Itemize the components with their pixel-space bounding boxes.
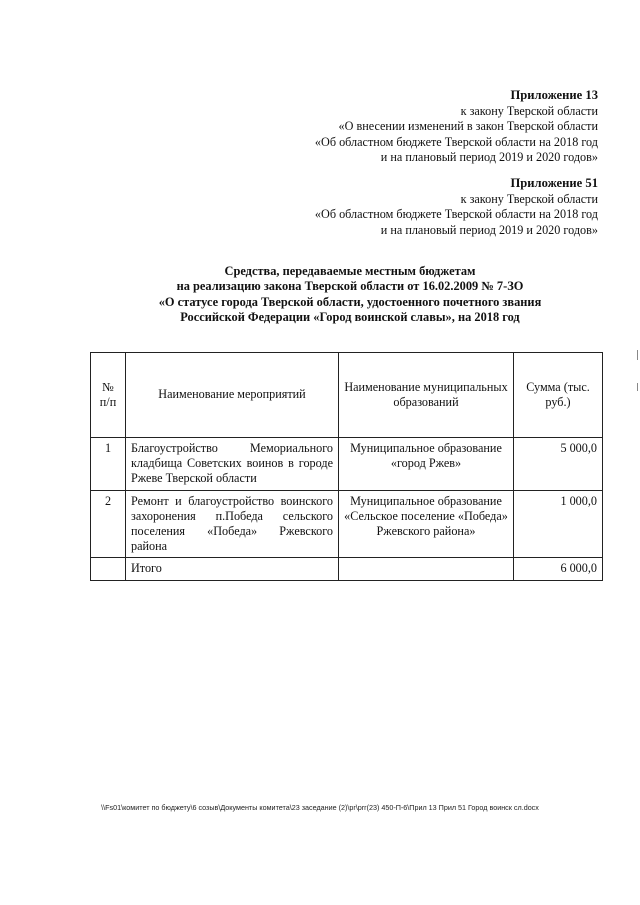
heading-line: Российской Федерации «Город воинской славы», на 2018 год [180,310,520,325]
appendix-51-line: и на плановый период 2019 и 2020 годов» [380,222,598,237]
appendix-13-line: к закону Тверской области [460,103,598,118]
table-row [91,490,603,558]
appendix-13-line: и на плановый период 2019 и 2020 годов» [380,150,598,165]
row-municipality: Муниципальное образование «город Ржев» [339,438,514,491]
header-num: № п/п [91,353,126,438]
table-header-row [91,353,603,438]
funds-table [90,352,603,581]
row-num: 2 [91,490,126,558]
appendix-51-line: «Об областном бюджете Тверской области на 2018 год [314,207,598,222]
total-num-cell [91,558,126,581]
appendix-13-line: «Об областном бюджете Тверской области на 2018 год [314,134,598,149]
appendix-51-header [315,176,598,238]
heading-line: на реализацию закона Тверской области от 16.02.2009 № 7-ЗО [176,279,524,294]
appendix-51-line: к закону Тверской области [460,191,598,206]
row-municipality: Муниципальное образование «Сельское поселение «Победа» Ржевского района» [339,490,514,558]
header-event: Наименование мероприятий [126,353,339,438]
appendix-13-title: Приложение 13 [510,88,598,102]
scan-edge-mark [637,350,638,360]
row-sum: 1 000,0 [514,490,603,558]
header-sum: Сумма (тыс. руб.) [514,353,603,438]
heading-line: «О статусе города Тверской области, удостоенного почетного звания [158,294,542,309]
appendix-51-title: Приложение 51 [510,176,598,190]
appendix-13-line: «О внесении изменений в закон Тверской области [338,119,598,134]
row-event: Благоустройство Мемориального кладбища Советских воинов в городе Ржеве Тверской области [126,438,339,491]
table-total-row [91,558,603,581]
row-event: Ремонт и благоустройство воинского захоронения п.Победа сельского поселения «Победа» Ржевского района [126,490,339,558]
appendix-13-header [315,88,598,166]
row-sum: 5 000,0 [514,438,603,491]
total-municipality-cell [339,558,514,581]
header-municipality: Наименование муниципальных образований [339,353,514,438]
scan-edge-mark [637,383,638,391]
file-path-footer: \\Fs01\комитет по бюджету\6 созыв\Документы комитета\23 заседание (2)\pr\prr(23) 450-П-6\Прил 13 Прил 51 Город воинск сл.docx [101,803,539,812]
row-num: 1 [91,438,126,491]
total-sum: 6 000,0 [514,558,603,581]
document-heading [60,264,640,326]
total-label: Итого [126,558,339,581]
table-row [91,438,603,491]
heading-line: Средства, передаваемые местным бюджетам [224,264,476,278]
